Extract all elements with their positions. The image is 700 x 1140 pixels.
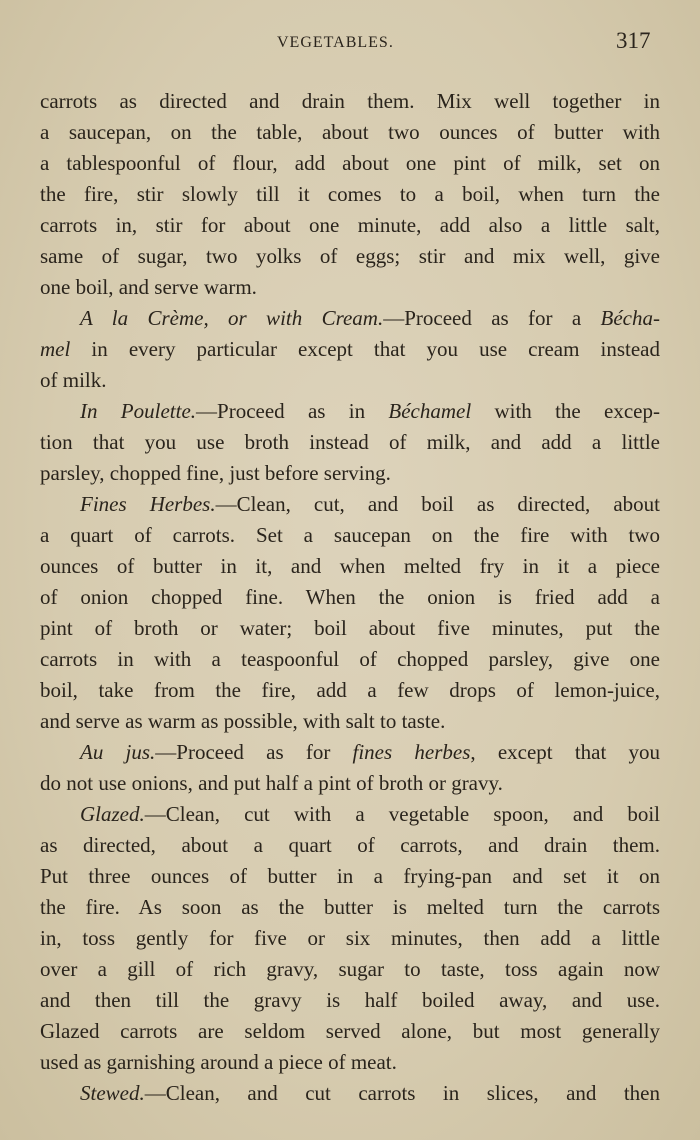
text-span: do not use onions, and put half a pint of broth or gravy. xyxy=(40,771,503,795)
italic-text: Bécha- xyxy=(600,306,660,330)
text-span: in every particular except that you use cream instead xyxy=(70,337,660,361)
text-span: a quart of carrots. Set a saucepan on the fire with two xyxy=(40,523,660,547)
text-span: of onion chopped fine. When the onion is fried add a xyxy=(40,585,660,609)
text-line xyxy=(40,520,660,551)
text-line xyxy=(40,117,660,148)
text-line xyxy=(40,396,660,427)
text-line xyxy=(40,613,660,644)
text-span: carrots in, stir for about one minute, add also a little salt, xyxy=(40,213,660,237)
text-span: —Proceed as for xyxy=(155,740,353,764)
text-line xyxy=(40,427,660,458)
text-line xyxy=(40,1016,660,1047)
text-line xyxy=(40,644,660,675)
text-span: the fire. As soon as the butter is melted turn the carrots xyxy=(40,895,660,919)
text-span: as directed, about a quart of carrots, and drain them. xyxy=(40,833,660,857)
text-span: tion that you use broth instead of milk, and add a little xyxy=(40,430,660,454)
page-header xyxy=(0,26,700,66)
text-line xyxy=(40,830,660,861)
text-span: of milk. xyxy=(40,368,107,392)
text-line xyxy=(40,1047,660,1078)
text-span: one boil, and serve warm. xyxy=(40,275,257,299)
text-line xyxy=(40,148,660,179)
italic-text: fines herbes xyxy=(352,740,471,764)
text-span: —Proceed as for a xyxy=(383,306,601,330)
text-line xyxy=(40,210,660,241)
text-span: —Clean, cut, and boil as directed, about xyxy=(215,492,661,516)
text-line xyxy=(40,489,660,520)
text-line xyxy=(40,768,660,799)
text-span: used as garnishing around a piece of meat. xyxy=(40,1050,397,1074)
text-line xyxy=(40,985,660,1016)
text-line xyxy=(40,582,660,613)
text-line xyxy=(40,334,660,365)
text-span: —Proceed as in xyxy=(196,399,389,423)
text-span: —Clean, cut with a vegetable spoon, and boil xyxy=(144,802,660,826)
italic-text: Béchamel xyxy=(388,399,472,423)
text-span: —Clean, and cut carrots in slices, and then xyxy=(144,1081,660,1105)
text-line xyxy=(40,892,660,923)
text-line xyxy=(40,303,660,334)
text-span: a tablespoonful of flour, add about one pint of milk, set on xyxy=(40,151,660,175)
text-line xyxy=(40,861,660,892)
text-line xyxy=(40,86,660,117)
text-span: carrots in with a teaspoonful of chopped parsley, give one xyxy=(40,647,660,671)
text-span: pint of broth or water; boil about five minutes, put the xyxy=(40,616,660,640)
text-span: boil, take from the fire, add a few drops of lemon-juice, xyxy=(40,678,660,702)
italic-text: Glazed. xyxy=(80,802,145,826)
italic-text: Fines Herbes. xyxy=(80,492,216,516)
text-span: a saucepan, on the table, about two ounces of butter with xyxy=(40,120,660,144)
italic-text: A la Crème, or with Cream. xyxy=(80,306,384,330)
text-line xyxy=(40,551,660,582)
text-span: and then till the gravy is half boiled away, and use. xyxy=(40,988,660,1012)
text-line xyxy=(40,799,660,830)
text-line xyxy=(40,954,660,985)
text-line xyxy=(40,737,660,768)
text-span: parsley, chopped fine, just before serving. xyxy=(40,461,391,485)
text-span: Glazed carrots are seldom served alone, but most generally xyxy=(40,1019,660,1043)
italic-text: In Poulette. xyxy=(80,399,197,423)
italic-text: Stewed. xyxy=(80,1081,145,1105)
text-line xyxy=(40,179,660,210)
text-span: Put three ounces of butter in a frying-pan and set it on xyxy=(40,864,660,888)
body-text xyxy=(40,86,660,1109)
text-span: in, toss gently for five or six minutes, then add a little xyxy=(40,926,660,950)
text-span: and serve as warm as possible, with salt to taste. xyxy=(40,709,446,733)
text-span: over a gill of rich gravy, sugar to taste, toss again now xyxy=(40,957,660,981)
text-span: same of sugar, two yolks of eggs; stir and mix well, give xyxy=(40,244,660,268)
text-span: the fire, stir slowly till it comes to a boil, when turn the xyxy=(40,182,660,206)
page-number: 317 xyxy=(616,28,651,53)
text-span: carrots as directed and drain them. Mix well together in xyxy=(40,89,660,113)
text-line xyxy=(40,365,660,396)
text-line xyxy=(40,1078,660,1109)
running-head: VEGETABLES. xyxy=(277,34,394,51)
text-line xyxy=(40,458,660,489)
text-span: , except that you xyxy=(470,740,661,764)
text-line xyxy=(40,706,660,737)
text-line xyxy=(40,675,660,706)
text-line xyxy=(40,923,660,954)
text-line xyxy=(40,241,660,272)
text-span: with the excep- xyxy=(471,399,661,423)
italic-text: mel xyxy=(40,337,71,361)
text-span: ounces of butter in it, and when melted fry in it a piece xyxy=(40,554,660,578)
text-line xyxy=(40,272,660,303)
italic-text: Au jus. xyxy=(80,740,156,764)
